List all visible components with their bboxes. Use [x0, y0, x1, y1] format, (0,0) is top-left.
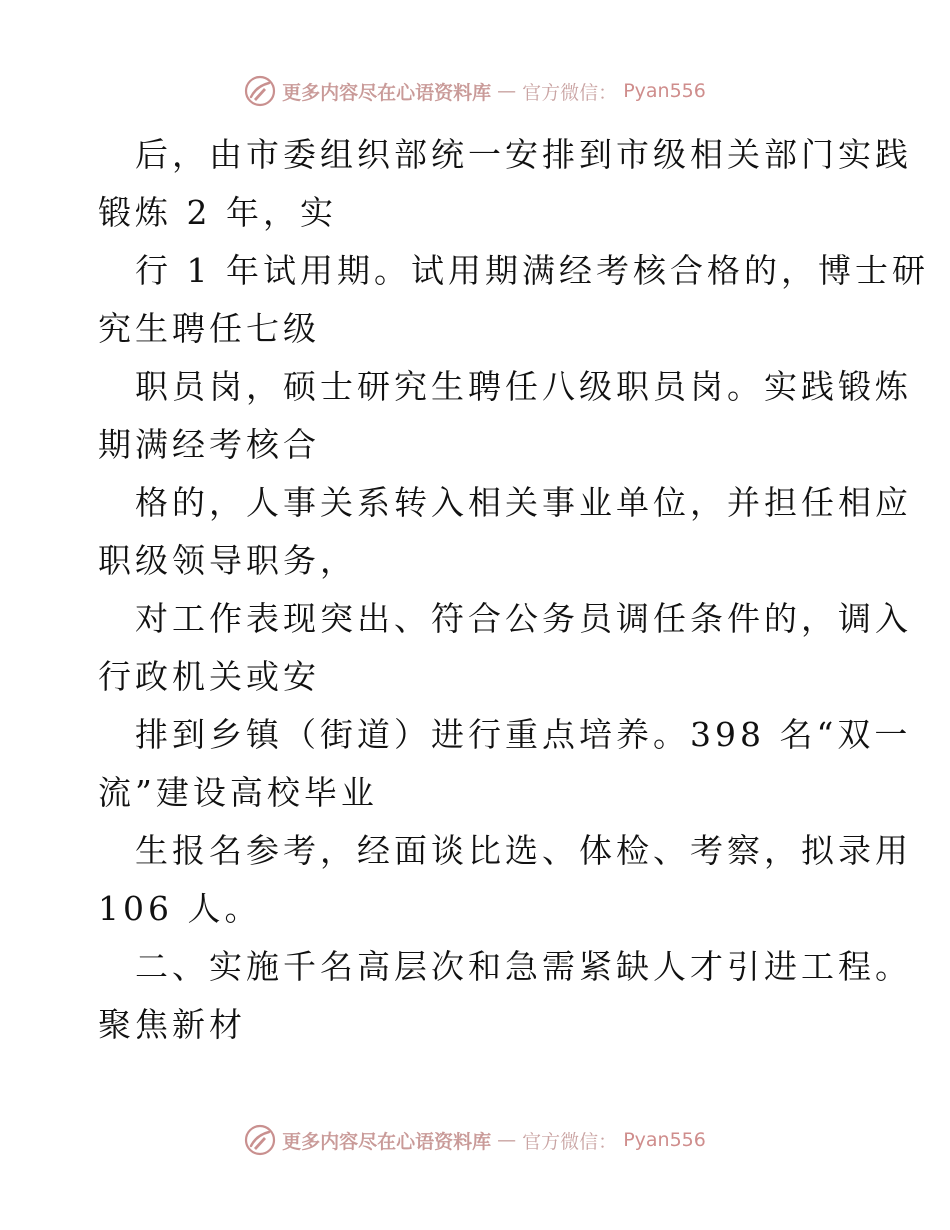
watermark-text: 更多内容尽在心语资料库	[282, 1130, 492, 1153]
text-line: 106 人。	[98, 889, 262, 928]
text-line: 行 1 年试用期。试用期满经考核合格的，博士研	[135, 251, 929, 290]
text-line: 后，由市委组织部统一安排到市级相关部门实践	[135, 135, 912, 174]
text-line: 行政机关或安	[98, 657, 320, 696]
footer-watermark	[0, 1120, 950, 1160]
text-line: 期满经考核合	[98, 425, 320, 464]
watermark-id: Pyan556	[623, 1129, 706, 1151]
watermark-text: 更多内容尽在心语资料库	[282, 81, 492, 104]
text-line: 格的，人事关系转入相关事业单位，并担任相应	[135, 483, 912, 522]
watermark-separator: —	[497, 80, 517, 102]
watermark-separator: —	[497, 1129, 517, 1151]
text-line: 聚焦新材	[98, 1005, 246, 1044]
document-body	[98, 126, 929, 1054]
watermark-label: 官方微信：	[522, 81, 618, 104]
text-line: 对工作表现突出、符合公务员调任条件的，调入	[135, 599, 912, 638]
text-line: 职员岗，硕士研究生聘任八级职员岗。实践锻炼	[135, 367, 912, 406]
text-line: 流”建设高校毕业	[98, 773, 378, 812]
text-line: 锻炼 2 年，实	[98, 193, 337, 232]
text-line: 生报名参考，经面谈比选、体检、考察，拟录用	[135, 831, 912, 870]
text-line: 排到乡镇（街道）进行重点培养。398 名“双一	[135, 715, 912, 754]
text-line: 职级领导职务，	[98, 541, 357, 580]
pen-logo-icon	[244, 1124, 276, 1156]
text-line: 二、实施千名高层次和急需紧缺人才引进工程。	[135, 947, 912, 986]
header-watermark	[0, 71, 950, 111]
pen-logo-icon	[244, 75, 276, 107]
text-line: 究生聘任七级	[98, 309, 320, 348]
watermark-label: 官方微信：	[522, 1130, 618, 1153]
watermark-id: Pyan556	[623, 80, 706, 102]
